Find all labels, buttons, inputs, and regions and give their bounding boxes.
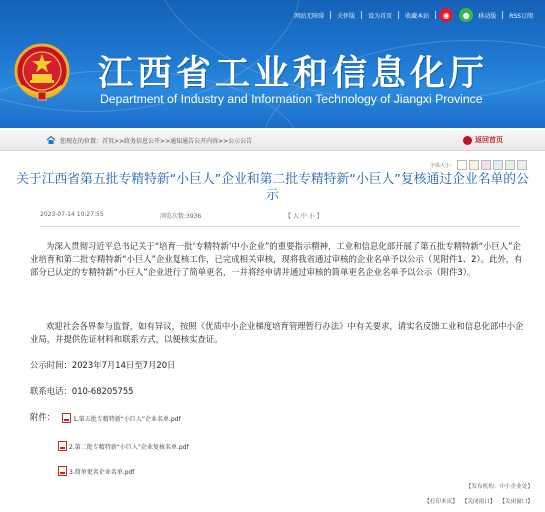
font-size-switcher — [430, 160, 527, 170]
home-icon — [46, 135, 56, 145]
attachment-link[interactable] — [58, 441, 189, 451]
attachment-name: 2.第二批专精特新“小巨人”企业复核名单.pdf — [69, 443, 189, 451]
article-paragraph: 欢迎社会各界参与监督，如有异议，按照《优质中小企业梯度培育管理暂行办法》中有关要求，请实名反馈工业和信息化部中小企业局，并提供佐证材料和联系方式，以便核实查证。 — [30, 321, 524, 344]
rss-link[interactable]: RSS订阅 — [509, 12, 533, 20]
national-emblem-icon — [14, 42, 70, 102]
theme-swatch-yellow[interactable] — [469, 160, 479, 170]
divider — [435, 11, 436, 19]
site-title: 江西省工业和信息化厅 — [98, 53, 489, 94]
publicity-period: 公示时间：2023年7月14日至7月20日 — [30, 360, 176, 370]
attachment-link[interactable] — [62, 413, 181, 423]
pdf-icon — [58, 441, 67, 451]
theme-swatch-pink[interactable] — [481, 160, 491, 170]
pdf-icon — [62, 413, 71, 423]
back-to-home-button[interactable] — [463, 135, 503, 145]
divider — [40, 226, 520, 227]
article-title: 关于江西省第五批专精特新“小巨人”企业和第二批专精特新“小巨人”复核通过企业名单的公示 — [16, 172, 529, 203]
breadcrumb-bar — [0, 130, 545, 151]
accessibility-link[interactable]: 网站无障碍 — [294, 12, 325, 20]
bookmark-link[interactable]: 收藏本站 — [405, 12, 430, 20]
text-size-control[interactable]: 【 大 中 小 】 — [285, 213, 323, 220]
theme-swatch-gray[interactable] — [517, 160, 527, 170]
contact-phone: 联系电话：010-68205755 — [30, 386, 134, 396]
page-actions — [424, 497, 533, 505]
back-icon — [463, 136, 472, 145]
theme-swatch-blue[interactable] — [493, 160, 503, 170]
close-window-button[interactable]: 【关闭窗口】 — [499, 499, 533, 505]
top-links-bar — [288, 8, 539, 22]
set-homepage-link[interactable]: 设为首页 — [368, 12, 393, 20]
attachment-name: 3.简单更名企业名单.pdf — [69, 468, 135, 476]
article-meta — [40, 211, 520, 223]
breadcrumb[interactable]: 您现在的位置：首页>>政务信息公开>>通知通告公开内容>>公示公告 — [60, 138, 253, 145]
publish-date: 2023-07-14 10:27:55 — [40, 211, 104, 218]
publishing-agency: 【发布机构：中小企业处】 — [465, 484, 533, 490]
theme-swatch-white[interactable] — [457, 160, 467, 170]
close-window-button[interactable]: 【关闭窗口】 — [461, 499, 496, 505]
attachment-name: 1.第五批专精特新“小巨人”企业名单.pdf — [73, 415, 181, 423]
attachment-link[interactable] — [58, 466, 134, 476]
print-page-button[interactable]: 【打印本页】 — [424, 499, 458, 505]
wechat-icon[interactable]: ● — [459, 8, 473, 22]
weibo-icon[interactable]: ◉ — [439, 8, 453, 22]
font-size-label: 字体大小： — [430, 162, 456, 169]
site-subtitle: Department of Industry and Information Technology of Jiangxi Province — [100, 92, 483, 106]
article-paragraph: 为深入贯彻习近平总书记关于“培育一批‘专精特新’中小企业”的重要指示精神，工业和信息化部开展了第五批专精特新“小巨人”企业培育和第二批专精特新“小巨人”企业复核工作，已完成相关审核，现将我省通过审核的企业名单予以公示（见附件1、2）。此外，有部分已认定的专精特新“小巨人”企业进行了简单更名，一并将经申请并通过审核的简单更名企业名单予以公示（附件3）。 — [30, 241, 523, 277]
theme-swatch-green[interactable] — [505, 160, 515, 170]
mobile-version-link[interactable]: 移动版 — [478, 12, 497, 20]
attachments-label: 附件： — [30, 412, 56, 422]
care-mode-link[interactable]: 关怀版 — [337, 12, 356, 20]
back-to-home-label: 返回首页 — [475, 136, 503, 144]
view-count: 浏览次数:3936 — [160, 213, 202, 220]
site-header — [0, 0, 545, 128]
pdf-icon — [58, 466, 67, 476]
